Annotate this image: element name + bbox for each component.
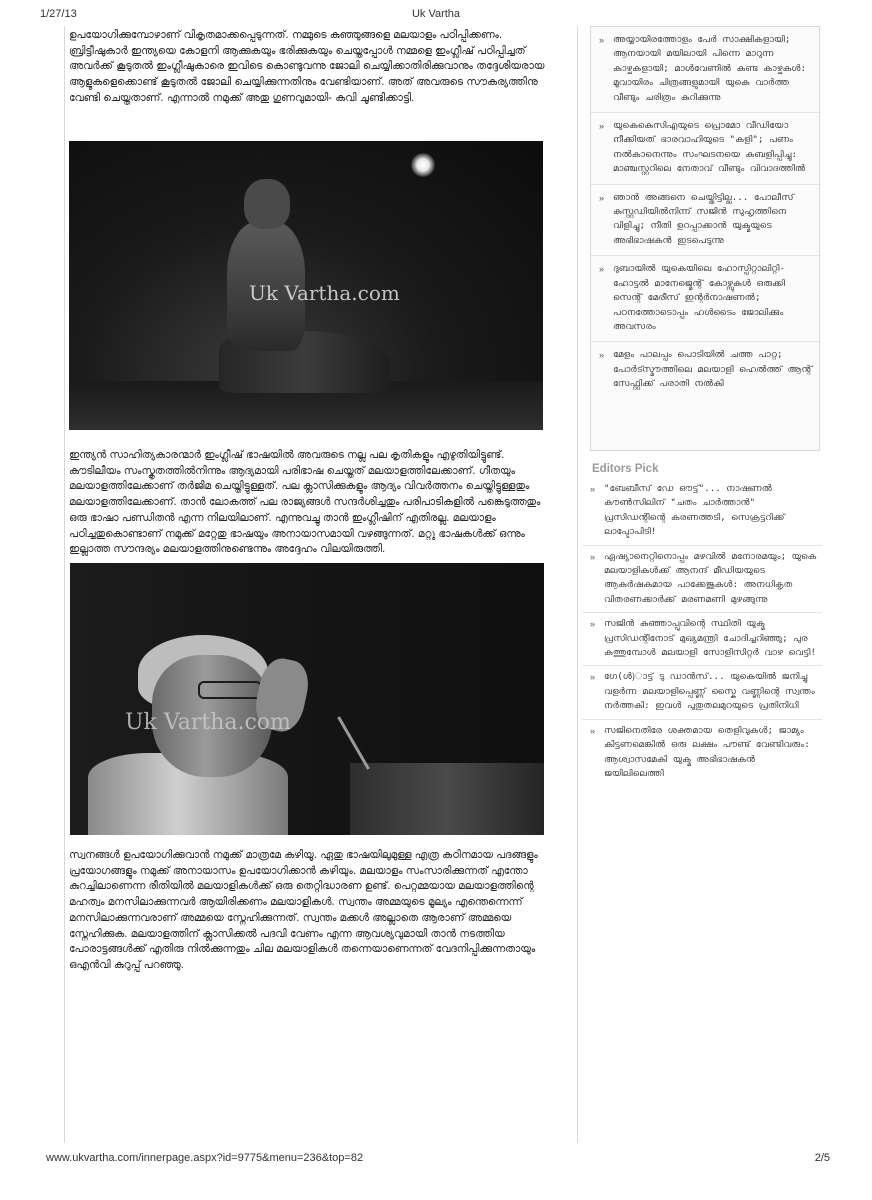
pick-link[interactable]: ഗേ(ൾ)ാട്ട് ടു ഡാൻസ്... യുകെയിൽ ജനിച്ചു വളർന്ന മലയാളിപ്പെണ്ണ് സ്കൈ വണ്ണിന്റെ സ്വന്തം നർത്തകി: ഇവൾ പുതുതലമുറയുടെ പ്രതിനിധി	[604, 671, 815, 712]
news-link[interactable]: ഞാൻ അങ്ങനെ ചെയ്തിട്ടില്ല... പോലീസ് കസ്റ്റഡിയിൽനിന്ന് സജിൻ സുഹൃത്തിനെ വിളിച്ചു; നീതി ഉറപ്പാക്കാൻ യുക്മയുടെ അഭിഭാഷകൻ ഇടപെടുന്നു	[613, 191, 794, 246]
pick-item[interactable]	[582, 670, 822, 719]
news-link[interactable]: ദുബായിൽ യുകെയിലെ ഹോസ്പിറ്റാലിറ്റി- ഹോട്ടൽ മാനേജ്മെന്റ് കോഴ്സുകൾ ഒരുക്കി സെന്റ് മേരീസ് ഇന്റർനാഷണൽ; പഠനത്തോടൊപ്പം ഹൾടൈം ജോലിക്കും അവസരം	[613, 263, 786, 332]
speaker-glasses	[198, 681, 262, 699]
pick-item[interactable]	[582, 550, 822, 614]
news-link[interactable]: മേളം പാലപ്പം പൊടിയിൽ ചത്ത പാറ്റ; പോർട്സ്മൗത്തിലെ മലയാളി ഹെൽത്ത് ആന്റ് സേഫ്റ്റിക്ക് പരാതി നൽകി	[613, 349, 813, 390]
news-item[interactable]	[591, 348, 819, 398]
dancer-head	[244, 179, 290, 229]
article-paragraph-3: സ്വനങ്ങൾ ഉപയോഗിക്കുവാൻ നമുക്ക് മാത്രമേ കഴിയൂ. ഏതു ഭാഷയിലുമുള്ള എത്ര കഠിനമായ പദങ്ങളും പ്രയോഗങ്ങളും നമുക്ക് അനായാസം ഉപയോഗിക്കാൻ കഴിയും. മലയാളം സംസാരിക്കുന്നത് എന്തോ കുറച്ചിലാണെന്ന രീതിയിൽ മലയാളികൾക്ക് ഒരു തെറ്റിദ്ധാരണ ഉണ്ട്. പെറ്റമ്മയായ മലയാളത്തിന്റെ മഹത്വം മനസിലാക്കുന്നവർ ആയിരിക്കണം മലയാളികൾ. സ്വന്തം അമ്മയുടെ മൂല്യം എന്തെന്നെന്ന് മനസിലാക്കുന്നവരാണ് അമ്മയെ സ്നേഹിക്കുന്നത്. സ്വന്തം മക്കൾ അല്ലാതെ ആരാണ് അമ്മയെ സ്നേഹിക്കുക. മലയാളത്തിന് ക്ലാസിക്കൽ പദവി വേണം എന്ന ആവശ്യവുമായി താൻ നടത്തിയ പോരാട്ടങ്ങൾക്ക് എതിരു നിൽക്കുന്നതും ചില മലയാളികൾ തന്നെയാണെന്നത് വേദനിപ്പിക്കുന്നതായും ഒഎൻവി കുറുപ്പ് പറഞ്ഞു.	[69, 849, 538, 971]
news-link[interactable]: അയ്യായിരത്തോളം പേർ സാക്ഷികളായി; ആനയായി മയിലായി പിന്നെ മാറുന്ന കാഴ്ചകളായി; മാൾവേണിൽ കണ്ട കാഴ്ചകൾ: മൂവായിരം ചിത്രങ്ങളുമായി യുകെ വാർത്ത വീണ്ടും ചരിത്രം കുറിക്കുന്നു	[613, 34, 807, 103]
photo-watermark: Uk Vartha.com	[125, 710, 291, 735]
pick-item[interactable]	[582, 482, 822, 546]
editors-pick-heading: Editors Pick	[592, 463, 659, 475]
print-footer	[0, 1152, 872, 1172]
spotlight	[411, 153, 435, 177]
page-url: www.ukvartha.com/innerpage.aspx?id=9775&menu=236&top=82	[46, 1152, 364, 1164]
bullet-icon: »	[599, 192, 605, 203]
print-date: 1/27/13	[40, 8, 77, 20]
article-paragraph-1: ഉപയോഗിക്കുമ്പോഴാണ് വികൃതമാക്കപ്പെടുന്നത്. നമ്മുടെ കുഞ്ഞുങ്ങളെ മലയാളം പഠിപ്പിക്കണം. ബ്രിട്ടീഷുകാർ ഇന്ത്യയെ കോളനി ആക്കുകയും ഭരിക്കുകയും ചെയ്തപ്പോൾ നമ്മളെ ഇംഗ്ലീഷ് പഠിപ്പിച്ചത് അവർക്ക് കൂടുതൽ ഇംഗ്ലീഷുകാരെ ഇവിടെ കൊണ്ടുവന്നു ജോലി ചെയ്യിക്കാതിരിക്കുവാനും തദ്ദേശിയരായ ആളുകളെക്കൊണ്ട് കൂടുതൽ ജോലി ചെയ്യിക്കുന്നതിനും വേണ്ടിയാണ്. അത് അവരുടെ സൗകര്യത്തിനു വേണ്ടി ചെയ്തതാണ്. എന്നാൽ നമുക്ക് അതു ഗുണവുമായി- കവി ചൂണ്ടിക്കാട്ടി.	[69, 29, 545, 104]
bullet-icon: »	[590, 484, 596, 494]
photo-watermark: Uk Vartha.com	[249, 281, 400, 305]
news-link[interactable]: യുകെകെസിഎയുടെ പ്രൊമോ വീഡിയോ നീക്കിയത് ഭാരവാഹിയുടെ "കളി"; പണം നൽകാനെന്നും സംഘടനയെ കബളിപ്പിച്ചു: മാഞ്ചസ്റ്ററിലെ നേതാവ് വീണ്ടും വിവാദത്തിൽ	[613, 120, 806, 175]
bullet-icon: »	[599, 121, 605, 132]
bullet-icon: »	[599, 350, 605, 361]
news-item[interactable]	[591, 191, 819, 257]
bullet-icon: »	[590, 551, 596, 562]
news-item[interactable]	[591, 119, 819, 185]
pick-item[interactable]	[582, 617, 822, 666]
related-news-list	[591, 33, 819, 405]
dancer-photo	[69, 141, 543, 430]
bullet-icon: »	[599, 35, 605, 45]
related-news-box	[590, 26, 820, 451]
speaker-photo	[70, 563, 544, 835]
bullet-icon: »	[590, 619, 596, 630]
pick-item[interactable]	[582, 724, 822, 787]
article-paragraph-2: ഇന്ത്യൻ സാഹിത്യകാരന്മാർ ഇംഗ്ലീഷ് ഭാഷയിൽ അവരുടെ നല്ല പല കൃതികളും എഴുതിയിട്ടുണ്ട്. കൗടിലീയം സംസ്കൃതത്തിൽനിന്നും ആദ്യമായി പരിഭാഷ ചെയ്തത് മലയാളത്തിലേക്കാണ്. ഗീതയും മലയാളത്തിലേക്കാണ് തർജിമ ചെയ്തിട്ടുള്ളത്. പല ക്ലാസിക്കുകളും ആദ്യം വിവർത്തനം ചെയ്തിട്ടുള്ളതും മലയാളത്തിലേക്കാണ്. താൻ ലോകത്ത് പല രാജ്യങ്ങൾ സന്ദർശിച്ചതും പരിപാടികളിൽ പങ്കെടുത്തതും ഒരു ഭാഷാ പണ്ഡിതൻ എന്ന നിലയിലാണ്. എന്നുവച്ചു താൻ ഇംഗ്ലീഷിന് എതിരല്ല. മലയാളം പഠിച്ചതുകൊണ്ടാണ് നമുക്ക് മറ്റേതു ഭാഷയും അനായാസമായി വഴങ്ങുന്നത്. മറ്റു ഭാഷകൾക്ക് ഒന്നും ഇല്ലാത്ത സൗന്ദര്യം മലയാളത്തിനുണ്ടെന്നും അദ്ദേഹം വിലയിരുത്തി.	[69, 449, 541, 556]
pick-link[interactable]: "ബേബീസ് ഡേ ഔട്ട്"... നാഷണൽ കൗൺസിലിന് "ചതം ചാർത്താൻ" പ്രസിഡന്റിന്റെ കരണത്തടി, സെക്രട്ടറിക്ക് ലാപ്ടോപിടി!	[604, 483, 785, 538]
news-item[interactable]	[591, 33, 819, 113]
print-site-title: Uk Vartha	[411, 8, 461, 20]
news-item[interactable]	[591, 262, 819, 342]
editors-pick-list	[582, 482, 822, 790]
article-column	[64, 26, 578, 1143]
print-header	[0, 8, 872, 28]
bullet-icon: »	[599, 264, 605, 275]
pick-link[interactable]: സജിനെതിരേ ശക്തമായ തെളിവുകൾ; ജാമ്യം കിട്ടണമെങ്കിൽ ഒരു ലക്ഷം പൗണ്ട് വേണ്ടിവരും: ആശ്വാസമേകി യുക്മ അഭിഭാഷകൻ ജയിലിലെത്തി	[604, 724, 810, 779]
bullet-icon: »	[590, 672, 596, 683]
podium	[350, 763, 544, 835]
pick-link[interactable]: ഏഷ്യാനെറ്റിനൊപ്പം മഴവിൽ മനോരമയും; യുകെ മലയാളികൾക്ക് ആനന്ദ് മീഡിയയുടെ ആകർഷകമായ പാക്കേജുകൾ: അനധികൃത വിതരണക്കാർക്ക് മരണമണി മുഴങ്ങുന്നു	[604, 550, 817, 605]
pick-link[interactable]: സജിൻ കുഞ്ഞാപ്പുവിന്റെ സ്ഥിതി യുക്മ പ്രസിഡന്റിനോട് മുഖ്യമന്ത്രി ചോദിച്ചറിഞ്ഞു; പുര കത്തുമ്പോൾ മലയാളി സോളിസിറ്റർ വാഴ വെട്ടി!	[604, 618, 817, 659]
microphone	[337, 716, 370, 769]
bullet-icon: »	[590, 725, 596, 736]
page-number: 2/5	[814, 1152, 830, 1164]
